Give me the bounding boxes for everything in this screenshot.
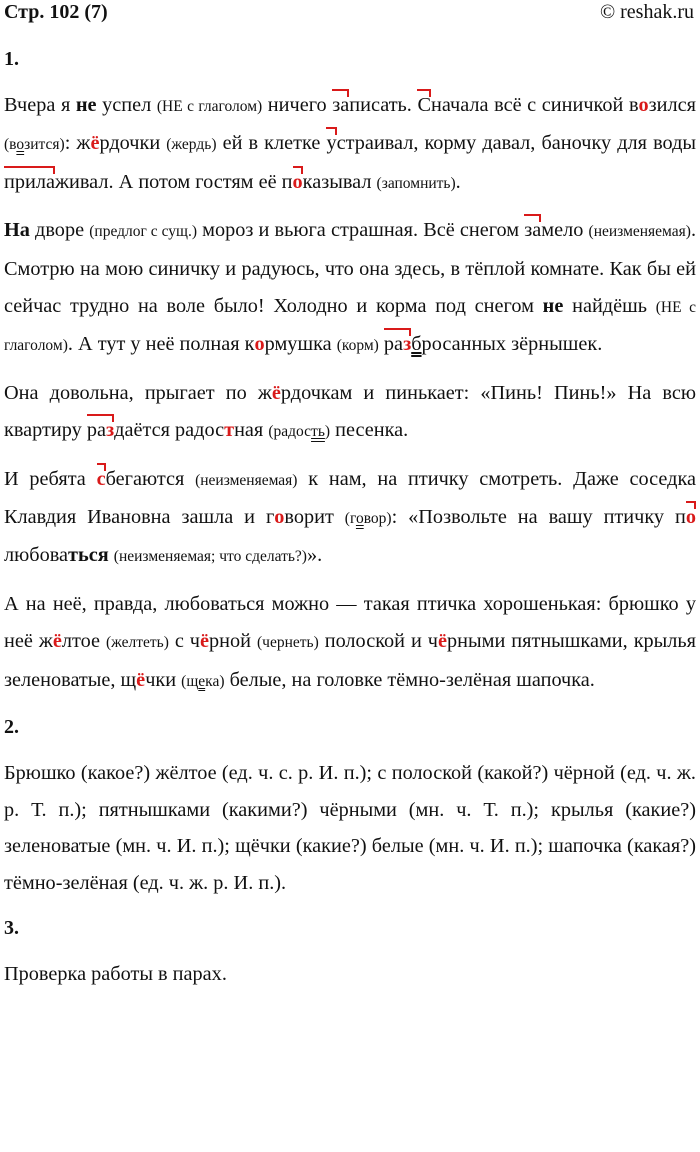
page xyxy=(4,0,696,1003)
exercise-2-heading: 2. xyxy=(4,716,19,739)
prefix-mark: С xyxy=(417,87,431,124)
prefix-mark: о xyxy=(293,164,303,201)
exercise-1-paragraph-1: Вчера я не успел (НЕ с глаголом) ничего записать. Сначала всё с синичкой возился (возится): жёрдочки (жердь) ей в клетке устраивал, корму давал, баночку для воды прилаживал. А потом гостям её показывал (запомнить). xyxy=(4,87,696,202)
exercise-3-heading: 3. xyxy=(4,917,19,940)
exercise-1-paragraph-5: А на неё, правда, любоваться можно — такая птичка хорошенькая: брюшко у неё жёлтое (желтеть) с чёрной (чернеть) полоской и чёрными пятнышками, крылья зеленоватые, щёчки (щека) белые, на головке тёмно-зелёная шапочка. xyxy=(4,592,697,691)
exercise-1-paragraph-4: И ребята сбегаются (неизменяемая) к нам, на птичку смотреть. Даже соседка Клавдия Ивановна зашла и говорит (говор): «Позвольте на вашу птичку полюбоваться (неизменяемая; что сделать?)». xyxy=(4,461,696,576)
prefix-mark: прила xyxy=(4,164,55,201)
prefix-mark: с xyxy=(97,461,106,498)
prefix-mark: раз xyxy=(384,326,411,363)
prefix-mark: за xyxy=(524,212,541,249)
exercise-1-paragraph-3: Она довольна, прыгает по жёрдочкам и пинькает: «Пинь! Пинь!» На всю квартиру раздаётся радостная (радость) песенка. xyxy=(4,375,696,451)
prefix-mark: раз xyxy=(87,412,114,449)
prefix-mark: у xyxy=(326,125,336,162)
source-credit: © reshak.ru xyxy=(599,1,694,23)
page-header xyxy=(4,0,696,32)
exercise-1-heading: 1. xyxy=(4,48,19,70)
exercise-1-paragraph-2: На дворе (предлог с сущ.) мороз и вьюга страшная. Всё снегом замело (неизменяемая). Смотрю на мою синичку и радуюсь, что она здесь, в тёплой комнате. Как бы ей сейчас трудно на воле было! Холодно и корма под снегом не найдёшь (НЕ с глаголом). А тут у неё полная кормушка (корм) разбросанных зёрнышек. xyxy=(4,212,696,365)
prefix-mark: о xyxy=(686,499,696,536)
page-number: Стр. 102 (7) xyxy=(4,1,108,23)
exercise-3-text: Проверка работы в парах. xyxy=(4,963,227,986)
prefix-mark: за xyxy=(332,87,349,124)
exercise-2-text: Брюшко (какое?) жёлтое (ед. ч. с. р. И. п.); с полоской (какой?) чёрной (ед. ч. ж. р. Т. п.); пятнышками (какими?) чёрными (мн. ч. Т. п.); крылья (какие?) зеленоватые (мн. ч. И. п.); щёчки (какие?) белые (мн. ч. И. п.); шапочка (какая?) тёмно-зелёная (ед. ч. ж. р. И. п.). xyxy=(4,762,696,894)
